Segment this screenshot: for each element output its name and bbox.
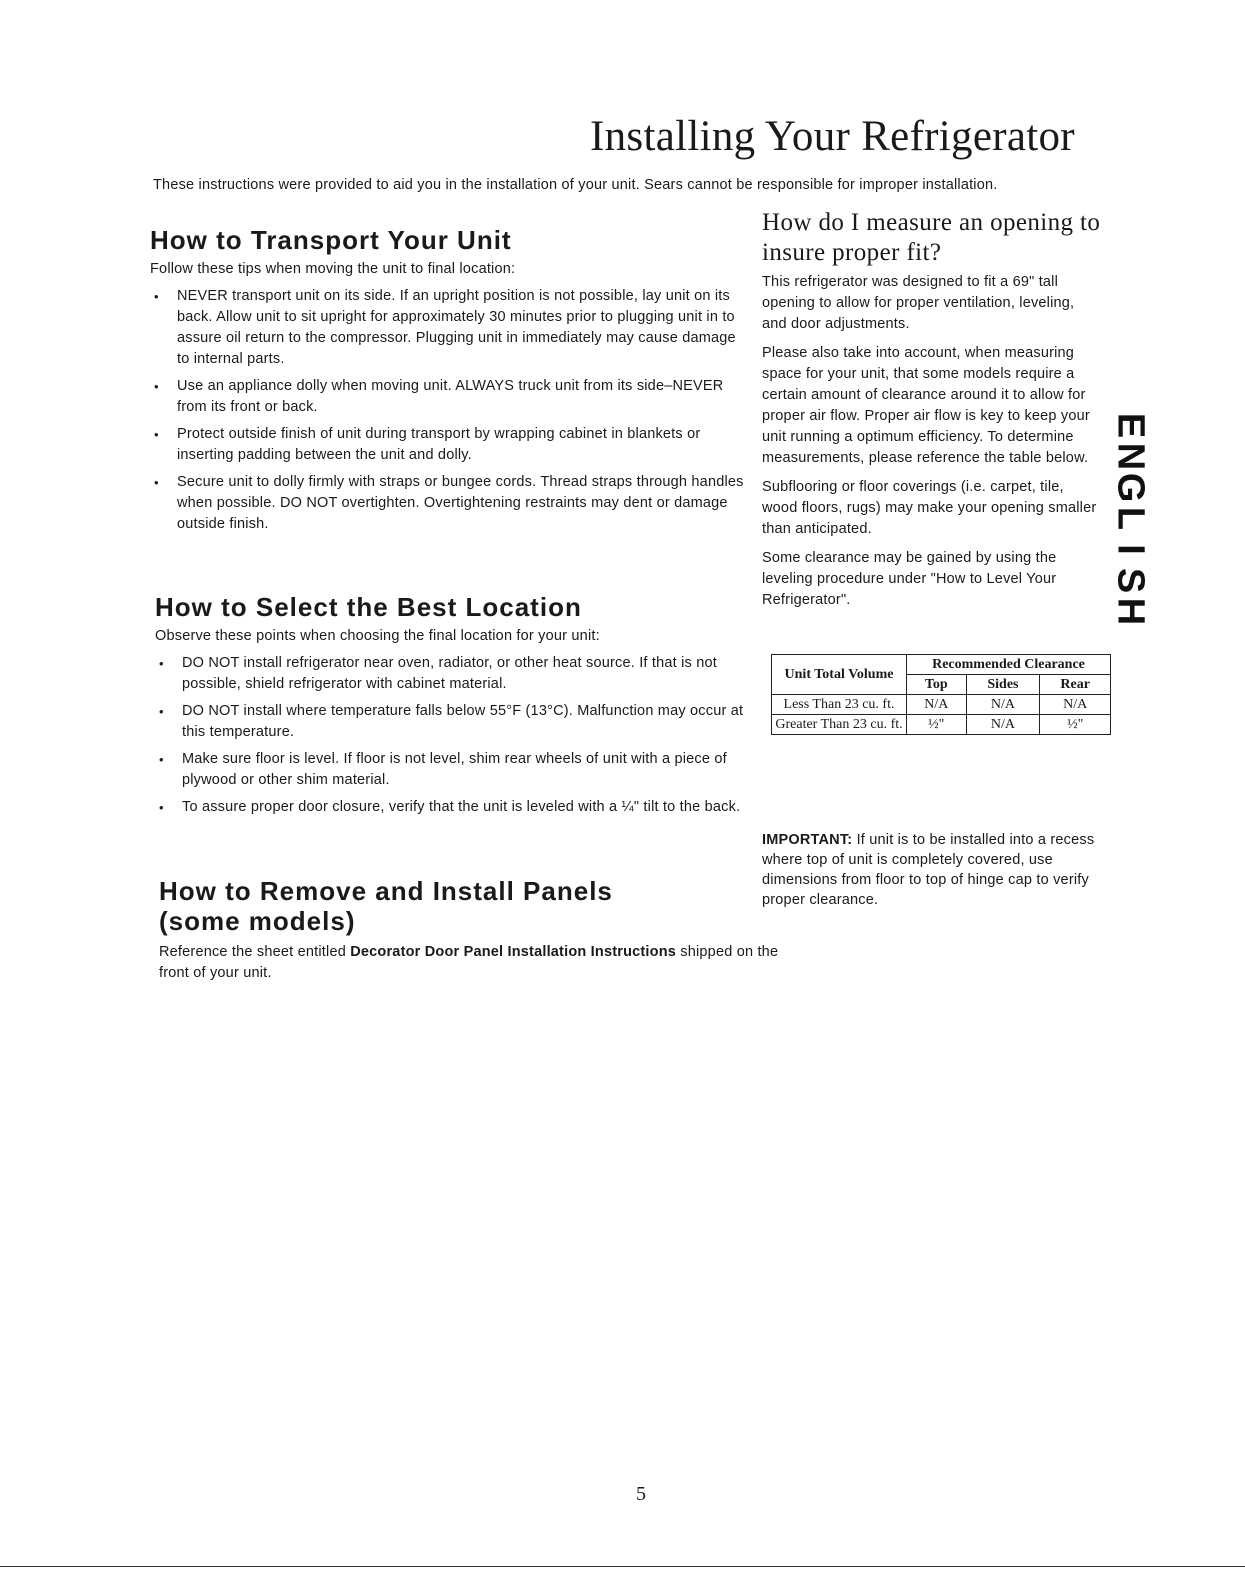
- panels-text-before: Reference the sheet entitled: [159, 944, 351, 960]
- measure-paragraph: Subflooring or floor coverings (i.e. carpet, tile, wood floors, rugs) may make your opening smaller than anticipated.: [762, 479, 1097, 537]
- panels-text-after: shipped on the front of your unit.: [159, 944, 779, 981]
- language-tab-letter: N: [1109, 442, 1152, 471]
- language-tab-letter: E: [1109, 412, 1152, 439]
- panels-text: [159, 942, 779, 984]
- section-panels: [159, 876, 779, 984]
- language-tab-letter: H: [1109, 597, 1152, 626]
- list-item: • Make sure floor is level. If floor is not level, shim rear wheels of unit with a piece of plywood or other shim material.: [155, 749, 755, 791]
- list-item: • To assure proper door closure, verify that the unit is leveled with a ¼" tilt to the back.: [155, 797, 755, 818]
- table-cell: Less Than 23 cu. ft.: [772, 695, 907, 715]
- location-list: [155, 653, 755, 818]
- panels-text-bold: Decorator Door Panel Installation Instructions: [350, 944, 677, 960]
- table-cell: ½": [907, 715, 967, 735]
- col-header-sides: Sides: [966, 675, 1040, 695]
- important-label: IMPORTANT:: [762, 832, 853, 848]
- bottom-rule: [0, 1566, 1245, 1567]
- table-cell: N/A: [1040, 695, 1111, 715]
- transport-list: [150, 286, 750, 535]
- table-row: [772, 715, 1111, 735]
- language-tab-letter: G: [1109, 472, 1152, 503]
- location-heading: How to Select the Best Location: [155, 592, 582, 622]
- panels-heading: [159, 876, 779, 936]
- intro-text: These instructions were provided to aid you in the installation of your unit. Sears cannot be responsible for improper installation.: [153, 177, 998, 193]
- transport-heading: How to Transport Your Unit: [150, 225, 512, 255]
- list-item: • NEVER transport unit on its side. If an upright position is not possible, lay unit on its back. Allow unit to sit upright for approximately 30 minutes prior to plugging unit in to assure oil return to the compressor. Plugging unit in immediately may cause damage to internal parts.: [150, 286, 750, 370]
- list-item: • DO NOT install refrigerator near oven, radiator, or other heat source. If that is not possible, shield refrigerator with cabinet material.: [155, 653, 755, 695]
- list-item: • Secure unit to dolly firmly with straps or bungee cords. Thread straps through handles when possible. DO NOT overtighten. Overtightening restraints may dent or damage outside finish.: [150, 472, 750, 535]
- transport-lead: Follow these tips when moving the unit to final location:: [150, 261, 516, 277]
- measure-paragraph: This refrigerator was designed to fit a 69" tall opening to allow for proper ventilation, leveling, and door adjustments.: [762, 274, 1075, 332]
- section-measure: [762, 208, 1112, 611]
- language-tab-letter: I: [1109, 544, 1152, 555]
- language-tab-letter: L: [1109, 506, 1152, 531]
- col-header-volume: Unit Total Volume: [772, 655, 907, 695]
- table-row: [772, 695, 1111, 715]
- location-lead: Observe these points when choosing the final location for your unit:: [155, 628, 600, 644]
- panels-heading-line1: How to Remove and Install Panels: [159, 876, 613, 906]
- language-tab-letter: S: [1109, 567, 1152, 594]
- measure-paragraph: Some clearance may be gained by using the leveling procedure under "How to Level Your Refrigerator".: [762, 550, 1057, 608]
- col-header-clearance: Recommended Clearance: [907, 655, 1111, 675]
- list-item: • Use an appliance dolly when moving unit. ALWAYS truck unit from its side–NEVER from its front or back.: [150, 376, 750, 418]
- language-tab: [1104, 410, 1156, 627]
- measure-paragraph: Please also take into account, when measuring space for your unit, that some models require a certain amount of clearance around it to allow for proper air flow. Proper air flow is key to keep your unit running a optimum efficiency. To determine measurements, please reference the table below.: [762, 345, 1090, 466]
- section-transport: [150, 225, 750, 541]
- list-item: • Protect outside finish of unit during transport by wrapping cabinet in blankets or inserting padding between the unit and dolly.: [150, 424, 750, 466]
- table-cell: Greater Than 23 cu. ft.: [772, 715, 907, 735]
- important-note: [762, 830, 1107, 910]
- col-header-rear: Rear: [1040, 675, 1111, 695]
- table-cell: N/A: [907, 695, 967, 715]
- clearance-table: [771, 654, 1111, 735]
- page-number: 5: [636, 1483, 646, 1505]
- measure-heading: How do I measure an opening to insure proper fit?: [762, 209, 1101, 266]
- page-title: Installing Your Refrigerator: [590, 113, 1075, 160]
- table-cell: N/A: [966, 695, 1040, 715]
- table-cell: N/A: [966, 715, 1040, 735]
- col-header-top: Top: [907, 675, 967, 695]
- section-location: [155, 592, 755, 824]
- table-cell: ½": [1040, 715, 1111, 735]
- list-item: • DO NOT install where temperature falls below 55°F (13°C). Malfunction may occur at this temperature.: [155, 701, 755, 743]
- panels-heading-line2: (some models): [159, 906, 356, 936]
- important-text: If unit is to be installed into a recess where top of unit is completely covered, use dimensions from floor to top of hinge cap to verify proper clearance.: [762, 832, 1095, 908]
